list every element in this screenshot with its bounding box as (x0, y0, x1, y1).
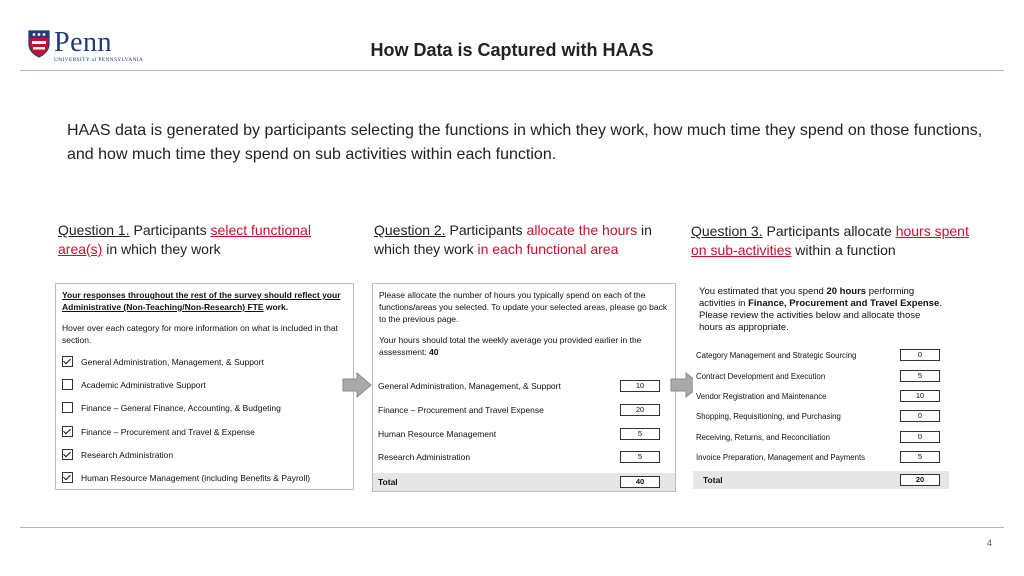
sub-activity-label: Shopping, Requisitioning, and Purchasing (696, 411, 841, 421)
sub-activity-allocation-panel (693, 283, 949, 489)
sub-activity-input[interactable]: 0 (900, 410, 940, 422)
sub-activity-row (696, 390, 940, 402)
header-divider (20, 70, 1004, 71)
hours-input[interactable]: 5 (620, 451, 660, 463)
area-option-label: Finance – Procurement and Travel & Expense (81, 426, 255, 437)
area-option-label: Research Administration (81, 449, 174, 460)
sub-activity-row (696, 410, 940, 422)
total-hours-value: 20 (900, 474, 940, 486)
panel-3-hours: 20 hours (826, 286, 867, 297)
question-3-label: Question 3. (691, 223, 763, 239)
panel-3-instructions (693, 283, 949, 334)
checkbox-checked-icon[interactable] (62, 356, 73, 367)
sub-activity-row (696, 451, 940, 463)
panel-1-instructions (56, 284, 353, 313)
panel-2-total-row (373, 473, 675, 491)
page-title: How Data is Captured with HAAS (370, 40, 654, 60)
area-option[interactable] (62, 449, 173, 460)
panel-3-intro-tail: . Please review the activities below and allocate those hours as appropriate. (699, 298, 942, 333)
hours-row-label: Finance – Procurement and Travel Expense (378, 405, 544, 415)
hours-row (378, 451, 670, 463)
intro-paragraph: HAAS data is generated by participants selecting the functions in which they work, how much time they spend on those functions, and how much time they spend on sub activities within each function. (67, 122, 983, 163)
footer-divider (20, 527, 1004, 528)
question-1-highlight: select functional area(s) (58, 222, 311, 257)
area-option[interactable] (62, 402, 281, 413)
sub-activity-input[interactable]: 5 (900, 451, 940, 463)
question-1-tail: in which they work (102, 241, 221, 257)
total-hours-value: 40 (620, 476, 660, 488)
logo-wordmark: Penn (54, 27, 112, 58)
panel-1-hover-note: Hover over each category for more information on what is included in that section. (62, 323, 338, 345)
question-3-highlight: hours spent on sub-activities (691, 223, 969, 258)
panel-3-total-row (693, 471, 949, 489)
question-1-heading (58, 221, 348, 259)
panel-1-fte-note-tail: work. (263, 302, 289, 312)
hours-row-label: General Administration, Management, & Support (378, 381, 561, 391)
hours-row-label: Research Administration (378, 452, 471, 462)
logo-subtitle: UNIVERSITY of PENNSYLVANIA (54, 57, 144, 63)
sub-activity-label: Vendor Registration and Maintenance (696, 391, 827, 401)
question-3-text: Participants allocate (762, 223, 896, 239)
sub-activity-row (696, 431, 940, 443)
total-label: Total (703, 475, 723, 485)
panel-3-function: Finance, Procurement and Travel Expense (748, 298, 940, 309)
area-option[interactable] (62, 379, 206, 390)
sub-activity-row (696, 349, 940, 361)
checkbox-checked-icon[interactable] (62, 472, 73, 483)
sub-activity-label: Contract Development and Execution (696, 371, 826, 381)
question-2-highlight-1: allocate the hours (526, 222, 638, 238)
sub-activity-label: Category Management and Strategic Sourcing (696, 350, 857, 360)
hours-row (378, 380, 670, 392)
panel-2-total-note-text: Your hours should total the weekly average you provided earlier in the assessment: (379, 335, 642, 357)
area-option[interactable] (62, 356, 264, 367)
hours-allocation-panel (372, 283, 676, 492)
functional-area-selection-panel (55, 283, 354, 490)
question-2-heading (374, 221, 674, 259)
panel-1-fte-note: Your responses throughout the rest of the survey should reflect your Administrative (Non-Teaching/Non-Research) FTE (62, 290, 341, 312)
checkbox-checked-icon[interactable] (62, 426, 73, 437)
hours-input[interactable]: 10 (620, 380, 660, 392)
sub-activity-input[interactable]: 0 (900, 431, 940, 443)
question-2-label: Question 2. (374, 222, 446, 238)
panel-2-total-note (373, 329, 675, 358)
hours-input[interactable]: 20 (620, 404, 660, 416)
area-option-label: Finance – General Finance, Accounting, & Budgeting (81, 402, 281, 413)
area-option-label: Human Resource Management (including Benefits & Payroll) (81, 472, 311, 483)
panel-3-intro-mid: performing activities in (699, 286, 915, 309)
question-1-label: Question 1. (58, 222, 130, 238)
panel-2-total-note-value: 40 (429, 347, 439, 357)
area-option[interactable] (62, 426, 255, 437)
area-option-label: Academic Administrative Support (81, 379, 206, 390)
sub-activity-row (696, 370, 940, 382)
question-2-text: Participants (445, 222, 527, 238)
hours-row-label: Human Resource Management (378, 429, 497, 439)
question-2-mid: in which they work (374, 222, 652, 257)
question-2-highlight-2: in each functional area (477, 241, 619, 257)
page-number: 4 (986, 538, 992, 548)
hours-row (378, 404, 670, 416)
panel-2-instructions: Please allocate the number of hours you typically spend on each of the functions/areas you selected. To update your selected areas, please go back to the previous page. (379, 290, 668, 324)
sub-activity-input[interactable]: 5 (900, 370, 940, 382)
hours-input[interactable]: 5 (620, 428, 660, 440)
hours-row (378, 428, 670, 440)
panel-3-intro-text: You estimated that you spend (699, 286, 827, 297)
sub-activity-label: Invoice Preparation, Management and Payments (696, 452, 866, 462)
sub-activity-label: Receiving, Returns, and Reconciliation (696, 432, 830, 442)
question-1-text: Participants (129, 222, 211, 238)
question-3-heading (691, 222, 981, 260)
area-option-label: General Administration, Management, & Support (81, 356, 264, 367)
arrow-right-icon (342, 372, 372, 398)
question-3-tail: within a function (791, 242, 896, 258)
checkbox-unchecked-icon[interactable] (62, 379, 73, 390)
sub-activity-input[interactable]: 10 (900, 390, 940, 402)
checkbox-checked-icon[interactable] (62, 449, 73, 460)
area-option[interactable] (62, 472, 310, 483)
total-label: Total (378, 477, 398, 487)
sub-activity-input[interactable]: 0 (900, 349, 940, 361)
checkbox-unchecked-icon[interactable] (62, 402, 73, 413)
